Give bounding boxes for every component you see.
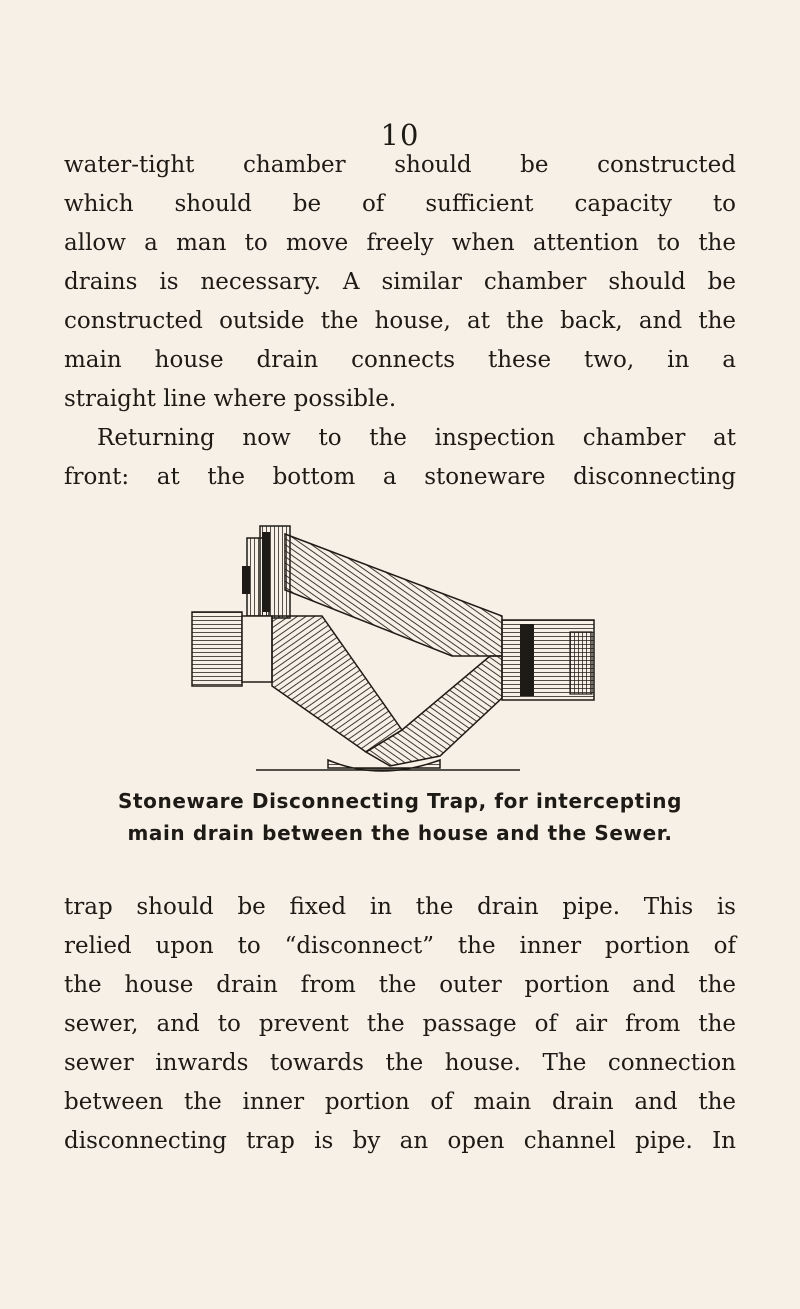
figure-caption-line-2: main drain between the house and the Sewer.: [127, 821, 673, 845]
text-line: trap should be fixed in the drain pipe. This is: [64, 894, 736, 920]
text-line: Returning now to the inspection chamber at: [97, 425, 736, 451]
text-line: constructed outside the house, at the back, and the: [64, 308, 736, 334]
text-line: relied upon to “disconnect” the inner portion of: [64, 933, 736, 959]
text-line: which should be of sufficient capacity to: [64, 191, 736, 217]
text-line: drains is necessary. A similar chamber should be: [64, 269, 736, 295]
stoneware-trap-illustration: [190, 520, 610, 782]
text-line: water-tight chamber should be constructed: [64, 152, 736, 178]
text-line: between the inner portion of main drain and the: [64, 1089, 736, 1115]
left-limb: [272, 616, 402, 752]
top-paragraph: [64, 146, 736, 497]
text-line: straight line where possible.: [64, 386, 397, 412]
text-line: the house drain from the outer portion and the: [64, 972, 736, 998]
vertical-arm: [242, 526, 290, 618]
bottom-paragraph: [64, 888, 736, 1161]
text-line: sewer, and to prevent the passage of air from the: [64, 1011, 736, 1037]
left-inlet: [192, 612, 272, 686]
text-line: front: at the bottom a stoneware disconnecting: [64, 464, 736, 490]
figure-caption-line-1: Stoneware Disconnecting Trap, for intercepting: [118, 789, 682, 813]
page-number: 10: [380, 118, 420, 152]
text-line: sewer inwards towards the house. The connection: [64, 1050, 736, 1076]
text-line: main house drain connects these two, in a: [64, 347, 736, 373]
text-line: disconnecting trap is by an open channel pipe. In: [64, 1128, 736, 1154]
text-line: allow a man to move freely when attention to the: [64, 230, 736, 256]
right-outlet: [502, 620, 594, 700]
